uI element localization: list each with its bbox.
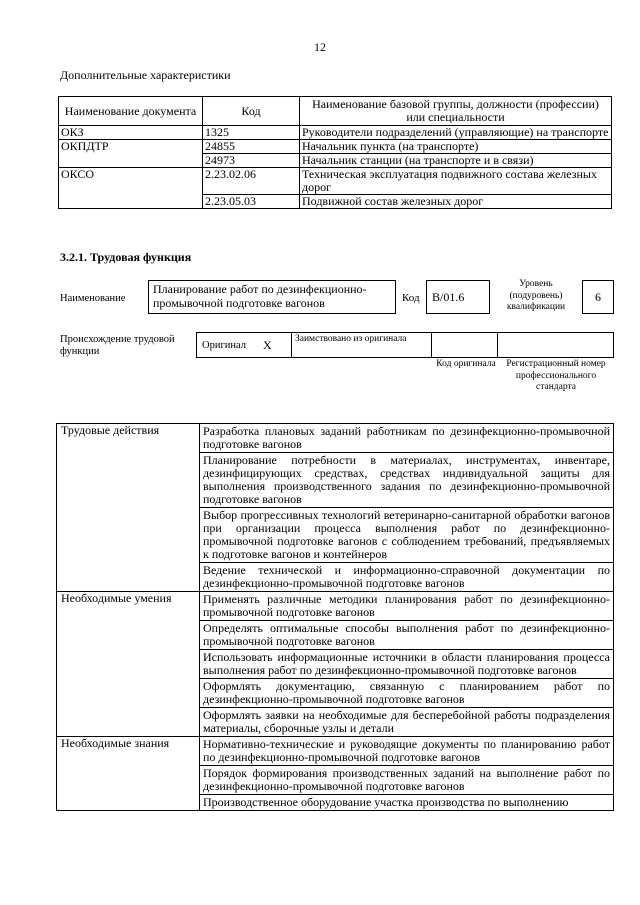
header-doc: Наименование документа	[59, 97, 203, 126]
list-item: Планирование потребности в материалах, инструментах, инвентаре, дезинфицирующих средствах, средствах индивидуальной защиты для выполнения производственного задания по дезинфекционно-промывочной подготовке вагонов	[200, 453, 614, 508]
table-row	[59, 168, 612, 195]
list-item: Производственное оборудование участка производства по выполнению	[200, 795, 614, 811]
cell-code: 2.23.02.06	[203, 168, 300, 195]
table-row	[59, 140, 612, 154]
function-title: 3.2.1. Трудовая функция	[60, 250, 192, 264]
original-mark: X	[263, 338, 272, 352]
additional-characteristics-table	[58, 96, 612, 209]
cell-code: 24855	[203, 140, 300, 154]
cell-doc: ОКЗ	[59, 126, 203, 140]
origin-label: Происхождение трудовой функции	[60, 334, 175, 357]
borrowed-label: Заимствовано из оригинала	[295, 334, 407, 344]
list-item: Выбор прогрессивных технологий ветеринарно-санитарной обработки вагонов при организации процесса выполнения работ по дезинфекционно-промывочной подготовке вагонов с соблюдением требований, предъявляемых к подготовке вагонов и контейнеров	[200, 508, 614, 563]
list-item: Порядок формирования производственных заданий на выполнение работ по дезинфекционно-промывочной подготовке вагонов	[200, 766, 614, 795]
list-item: Ведение технической и информационно-справочной документации по дезинфекционно-промывочной подготовке вагонов	[200, 563, 614, 592]
header-code: Код	[203, 97, 300, 126]
cell-name: Подвижной состав железных дорог	[300, 195, 612, 209]
cell-name: Начальник пункта (на транспорте)	[300, 140, 612, 154]
divider	[497, 333, 498, 357]
additional-characteristics-title: Дополнительные характеристики	[60, 68, 231, 82]
function-code-box: B/01.6	[426, 280, 490, 314]
cell-code: 2.23.05.03	[203, 195, 300, 209]
table-row	[59, 126, 612, 140]
list-item: Оформлять заявки на необходимые для бесперебойной работы подразделения материалы, сборочные узлы и детали	[200, 708, 614, 737]
table-row	[57, 424, 614, 453]
code-original-label: Код оригинала	[436, 359, 496, 369]
list-item: Применять различные методики планирования работ по дезинфекционно-промывочной подготовке вагонов	[200, 592, 614, 621]
reg-number-label: Регистрационный номер профессионального стандарта	[506, 359, 606, 392]
cell-name: Начальник станции (на транспорте и в связи)	[300, 154, 612, 168]
cell-code: 24973	[203, 154, 300, 168]
list-item: Оформлять документацию, связанную с планированием работ по дезинфекционно-промывочной подготовке вагонов	[200, 679, 614, 708]
level-label: Уровень (подуровень) квалификации	[506, 279, 566, 312]
list-item: Определять оптимальные способы выполнения работ по дезинфекционно-промывочной подготовке вагонов	[200, 621, 614, 650]
list-item: Использовать информационные источники в области планирования процесса выполнения работ по дезинфекционно-промывочной подготовке вагонов	[200, 650, 614, 679]
cell-doc: ОКПДТР	[59, 140, 203, 168]
origin-table	[196, 332, 614, 358]
list-item: Разработка плановых заданий работникам по дезинфекционно-промывочной подготовке вагонов	[200, 424, 614, 453]
cell-code: 1325	[203, 126, 300, 140]
original-cell	[197, 333, 292, 357]
original-label: Оригинал	[202, 340, 246, 351]
level-box: 6	[582, 280, 614, 314]
function-details-table	[56, 423, 614, 811]
category-labor-actions: Трудовые действия	[57, 424, 200, 592]
cell-doc: ОКСО	[59, 168, 203, 209]
category-required-knowledge: Необходимые знания	[57, 737, 200, 811]
divider	[431, 333, 432, 357]
name-label: Наименование	[60, 293, 126, 304]
header-name: Наименование базовой группы, должности (профессии) или специальности	[300, 97, 612, 126]
cell-name: Руководители подразделений (управляющие) на транспорте	[300, 126, 612, 140]
table-row	[57, 737, 614, 766]
code-label: Код	[402, 292, 420, 304]
table-header-row	[59, 97, 612, 126]
function-name-box: Планирование работ по дезинфекционно-промывочной подготовке вагонов	[148, 280, 396, 314]
page-number: 12	[314, 40, 326, 54]
list-item: Нормативно-технические и руководящие документы по планированию работ по дезинфекционно-промывочной подготовке вагонов	[200, 737, 614, 766]
table-row	[57, 592, 614, 621]
cell-name: Техническая эксплуатация подвижного состава железных дорог	[300, 168, 612, 195]
category-required-skills: Необходимые умения	[57, 592, 200, 737]
